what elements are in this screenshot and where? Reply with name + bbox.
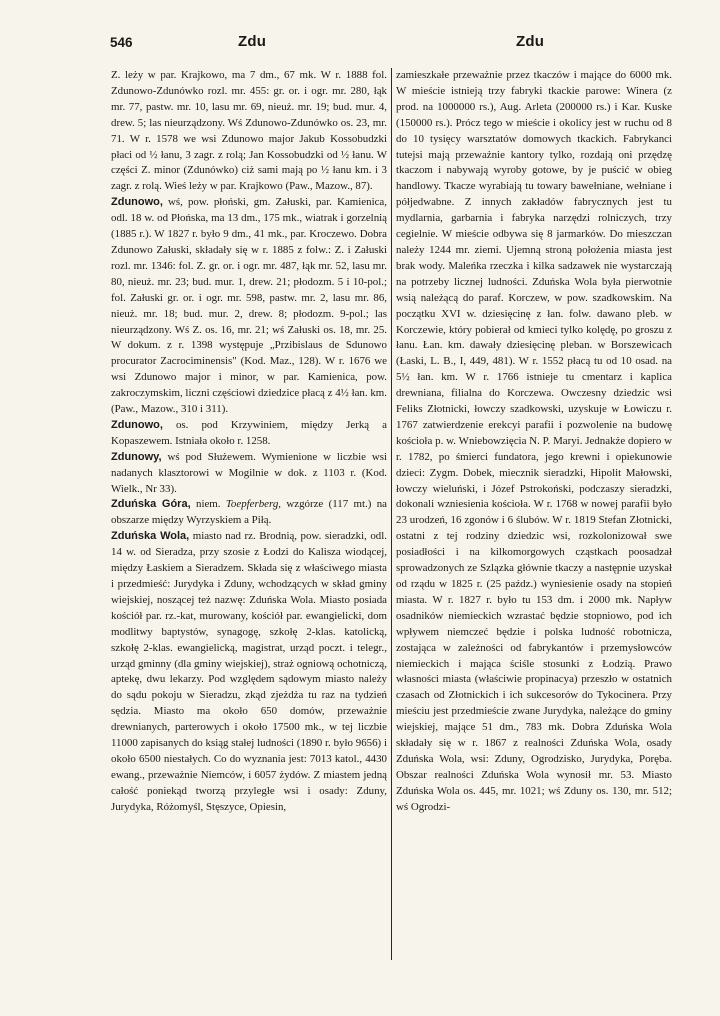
entry-german-name: Toepferberg, <box>225 498 282 511</box>
entry-text: os. pod Krzywiniem, między Jerką a Kopaszewem. Istniała około r. 1258. <box>111 418 387 447</box>
entry-zdunska-wola-continued <box>396 68 672 816</box>
entry-text: wś, pow. płoński, gm. Załuski, par. Kamienica, odl. 18 w. od Płońska, ma 13 dm., 175 mk., wiatrak i gorzelnią (1885 r.). W 1827 r. było 9 dm., 41 mk., par. Kroczewo. Dobra Zdunowo Załuski, składały się w r. 1885 z folw.: Z. i Załuski rozl. mr. 1346: fol. Z. gr. or. i ogr. mr. 487, łąk mr. 52, lasu mr. 80, nieuż. mr. 23; bud. mur. 1, drew. 21; płodozm. 5 i 10-pol.; fol. Załuski gr. or. i ogr. mr. 598, pastw. mr. 2, lasu mr. 86, nieuż. mr. 18; bud. mur. 2, drew. 8; płodozm. 9-pol.; las nieurządzony. Wś Z. os. 16, mr. 21; wś Załuski os. 18, mr. 25. W dokum. z r. 1398 występuje „Przibislaus de Sdunowo procurator Zacrociminensis" (Kod. Maz., 128). W r. 1676 we wsi Zdunowo major i minor, w par. Kamienica, pow. zakroczymskim, liczni częściowi dziedzice płacą z 4½ łan. km. (Paw., Mazow., 310 i 311). <box>111 196 387 416</box>
entry-text: zamieszkałe przeważnie przez tkaczów i mające do 6000 mk. W mieście istnieją trzy fabryki tkackie parowe: Winera (z prod. na 1000000 rs.), Aug. Arleta (200000 rs.) i Kar. Kuske (150000 rs.). Prócz tego w mieście i okolicy jest w ruchu od 8 do 10 tysięcy warsztatów domowych tkackich. Fabrykanci tutejsi mają przeważnie kantory tylko, rozdają oni przędzę tkaczom i nabywają wyroby gotowe, by je puścić w obieg handlowy. Tkacze wyrabiają tu towary bawełniane, wełniane i półjedwabne. Z innych zakładów fabrycznych jest tu mydlarnia, garbarnia i fabryka narzędzi rolniczych, trzy cegielnie. W mieście odbywa się 8 jarmarków. Do mieszczan należy 1244 mr. ziemi. Ujemną stroną położenia miasta jest brak wody. Maleńka rzeczka i kilka sadzawek nie wystarczają na potrzeby licznej ludności. Zduńska Wola była pierwotnie wsią należącą do paraf. Korczew, w pow. szadkowskim. Na początku XVI w. dziesięcinę z łan. folw. dawano pleb. w Korczewie, który pobierał od kmieci tylko kolędę, po groszu z łanu. Łan. km. dawały dziesięcinę pleban. w Borszewicach (Łaski, L. B., I, 449, 481). W r. 1552 płacą tu od 10 osad. na 5½ łan. km. W r. 1766 istnieje tu cmentarz i kaplica drewniana, filialna do Korczewa. Owczesny dziedzic wsi Feliks Złotnicki, łowczy szadkowski, uzyskuje w Łowiczu r. 1767 zatwierdzenie erekcyi parafii i pozwolenie na budowę kościoła p. w. Wniebowzięcia N. P. Maryi. Jednakże dopiero w r. 1782, po śmierci fundatora, jego krewni i opiekunowie dzieci: Zygm. Dobek, miecznik sieradzki, Hipolit Małowski, łowczy wieluński, i Józef Pstrokoński, podczaszy sieradzki, dokonali wzniesienia kościoła. W r. 1768 w nowej parafii było 23 urodzeń, 16 zgonów i 6 ślubów. W r. 1819 Stefan Złotnicki, ostatni z tej rodziny dziedzic wsi, rozkolonizował swe posiadłości i na kilkomorgowych cząstkach poosadzał sprowadzonych ze Szlązka głównie tkaczy a następnie uzyskał od rządu w 1825 r. (25 paźdz.) wyniesienie osady na stopień miasta. W r. 1827 r. było tu 153 dm. i 2000 mk. Napływ osadników niemieckich wzrastać będzie stopniowo, pod ich wpływem niemczeć będzie i polska ludność robotnicza, zostająca w zależności od fabrykantów i przemysłowców niemieckich i mająca ściśle stosunki z Łodzią. Prawo własności miasta (właściwie propinacya) przeszło w ostatnich czasach od Złotnickich i ich sukcesorów do Tykocinera. Przy mieściu jest przedmieście zwane Jurydyka, należące do gminy wiejskiej, mające 51 dm., 783 mk. Dobra Zduńska Wola składały się w r. 1867 z realności Zduńska Wola, osady Zduńska Wola, wsi: Zduny, Ogrodzisko, Jurydyka, Poręba. Obszar realności Zduńska Wola wynosił mr. 53. Miasto Zduńska Wola os. 445, mr. 1021; wś Zduny os. 130, mr. 512; wś Ogrodzi- <box>396 69 672 813</box>
entry-text: Z. leży w par. Krajkowo, ma 7 dm., 67 mk. W r. 1888 fol. Zdunowo-Zdunówko rozl. mr. 455: gr. or. i ogr. mr. 280, łąk mr. 77, pastw. mr. 10, lasu mr. 69, nieuż. mr. 19; bud. mur. 4, drew. 5; las nieurządzony. Wś Zdunowo-Zdunówko os. 23, mr. 71. W r. 1578 we wsi Zdunowo major Jakub Kossobudzki płaci od ½ łanu, 3 zagr. z rolą; Jan Kossobudzki od ½ łanu. W części Z. minor (Zdunówko) ciż sami mają po ½ łanu km. i 3 zagr. z rolą. Wieś leży w par. Krajkowo (Paw., Mazow., 87). <box>111 69 387 193</box>
entry-headword: Zdunowo, <box>111 196 163 209</box>
left-column <box>111 68 387 968</box>
entry-zdunska-gora <box>111 497 387 529</box>
entry-text: miasto nad rz. Brodnią, pow. sieradzki, odl. 14 w. od Sieradza, przy szosie z Łodzi do Kalisza wiodącej, między Łaskiem a Sieradzem. Składa się z właściwego miasta i przedmieść: Jurydyka i Zduny, wchodzących w skład gminy wiejskiej, noszącej też nazwę: Zduńska Wola. Miasto posiada kościół par. rz.-kat, murowany, kościół par. ewangielicki, dom modlitwy baptystów, synagogę, szkołę 2-klas. katolicką, szkołę 2-klas. ewangielicką, magistrat, urząd poczt. i telegr., urząd gminny (dla gminy wiejskiej), straż ogniową ochotniczą, aptekę, dwu lekarzy. Pod względem sądowym miasto należy do sądu pokoju w Sieradzu, zkąd zjeżdża tu raz na tydzień sędzia. Miasto ma około 650 domów, przeważnie drewnianych, parterowych i około 17500 mk., w tej liczbie 11000 zapisanych do ksiąg stałej ludności (1890 r. było 9656) i około 6500 niestałych. Co do wyznania jest: 7013 katol., 4430 ewang., przeważnie Niemców, i 6057 żydów. Z miastem jedną całość poniekąd tworzą przyległe wsi i osady: Zduny, Jurydyka, Różomyśl, Stęszyce, Opiesin, <box>111 530 387 813</box>
entry-zdunowo-continued <box>111 68 387 195</box>
entry-text: wś pod Służewem. Wymienione w liczbie wsi nadanych klasztorowi w Mogilnie w dok. z 1103 r. (Kod. Wielk., Nr 33). <box>111 450 387 495</box>
entry-zdunska-wola <box>111 529 387 815</box>
entry-headword: Zdunowy, <box>111 450 162 463</box>
entry-headword: Zduńska Góra, <box>111 498 191 511</box>
running-head-left: Zdu <box>238 33 267 50</box>
right-column <box>396 68 672 968</box>
column-divider <box>391 68 392 960</box>
entry-headword: Zdunowo, <box>111 418 163 431</box>
entry-zdunowy <box>111 450 387 498</box>
entry-headword: Zduńska Wola, <box>111 530 190 543</box>
entry-zdunowo-krzywin <box>111 418 387 450</box>
running-head-right: Zdu <box>516 33 545 50</box>
page-header <box>110 33 665 57</box>
entry-text: niem. <box>190 498 226 511</box>
entry-zdunowo-plonski <box>111 195 387 418</box>
page-number: 546 <box>110 35 133 50</box>
entry-text: wzgórze (117 mt.) na obszarze między Wyrzyskiem a Piłą. <box>111 498 387 527</box>
